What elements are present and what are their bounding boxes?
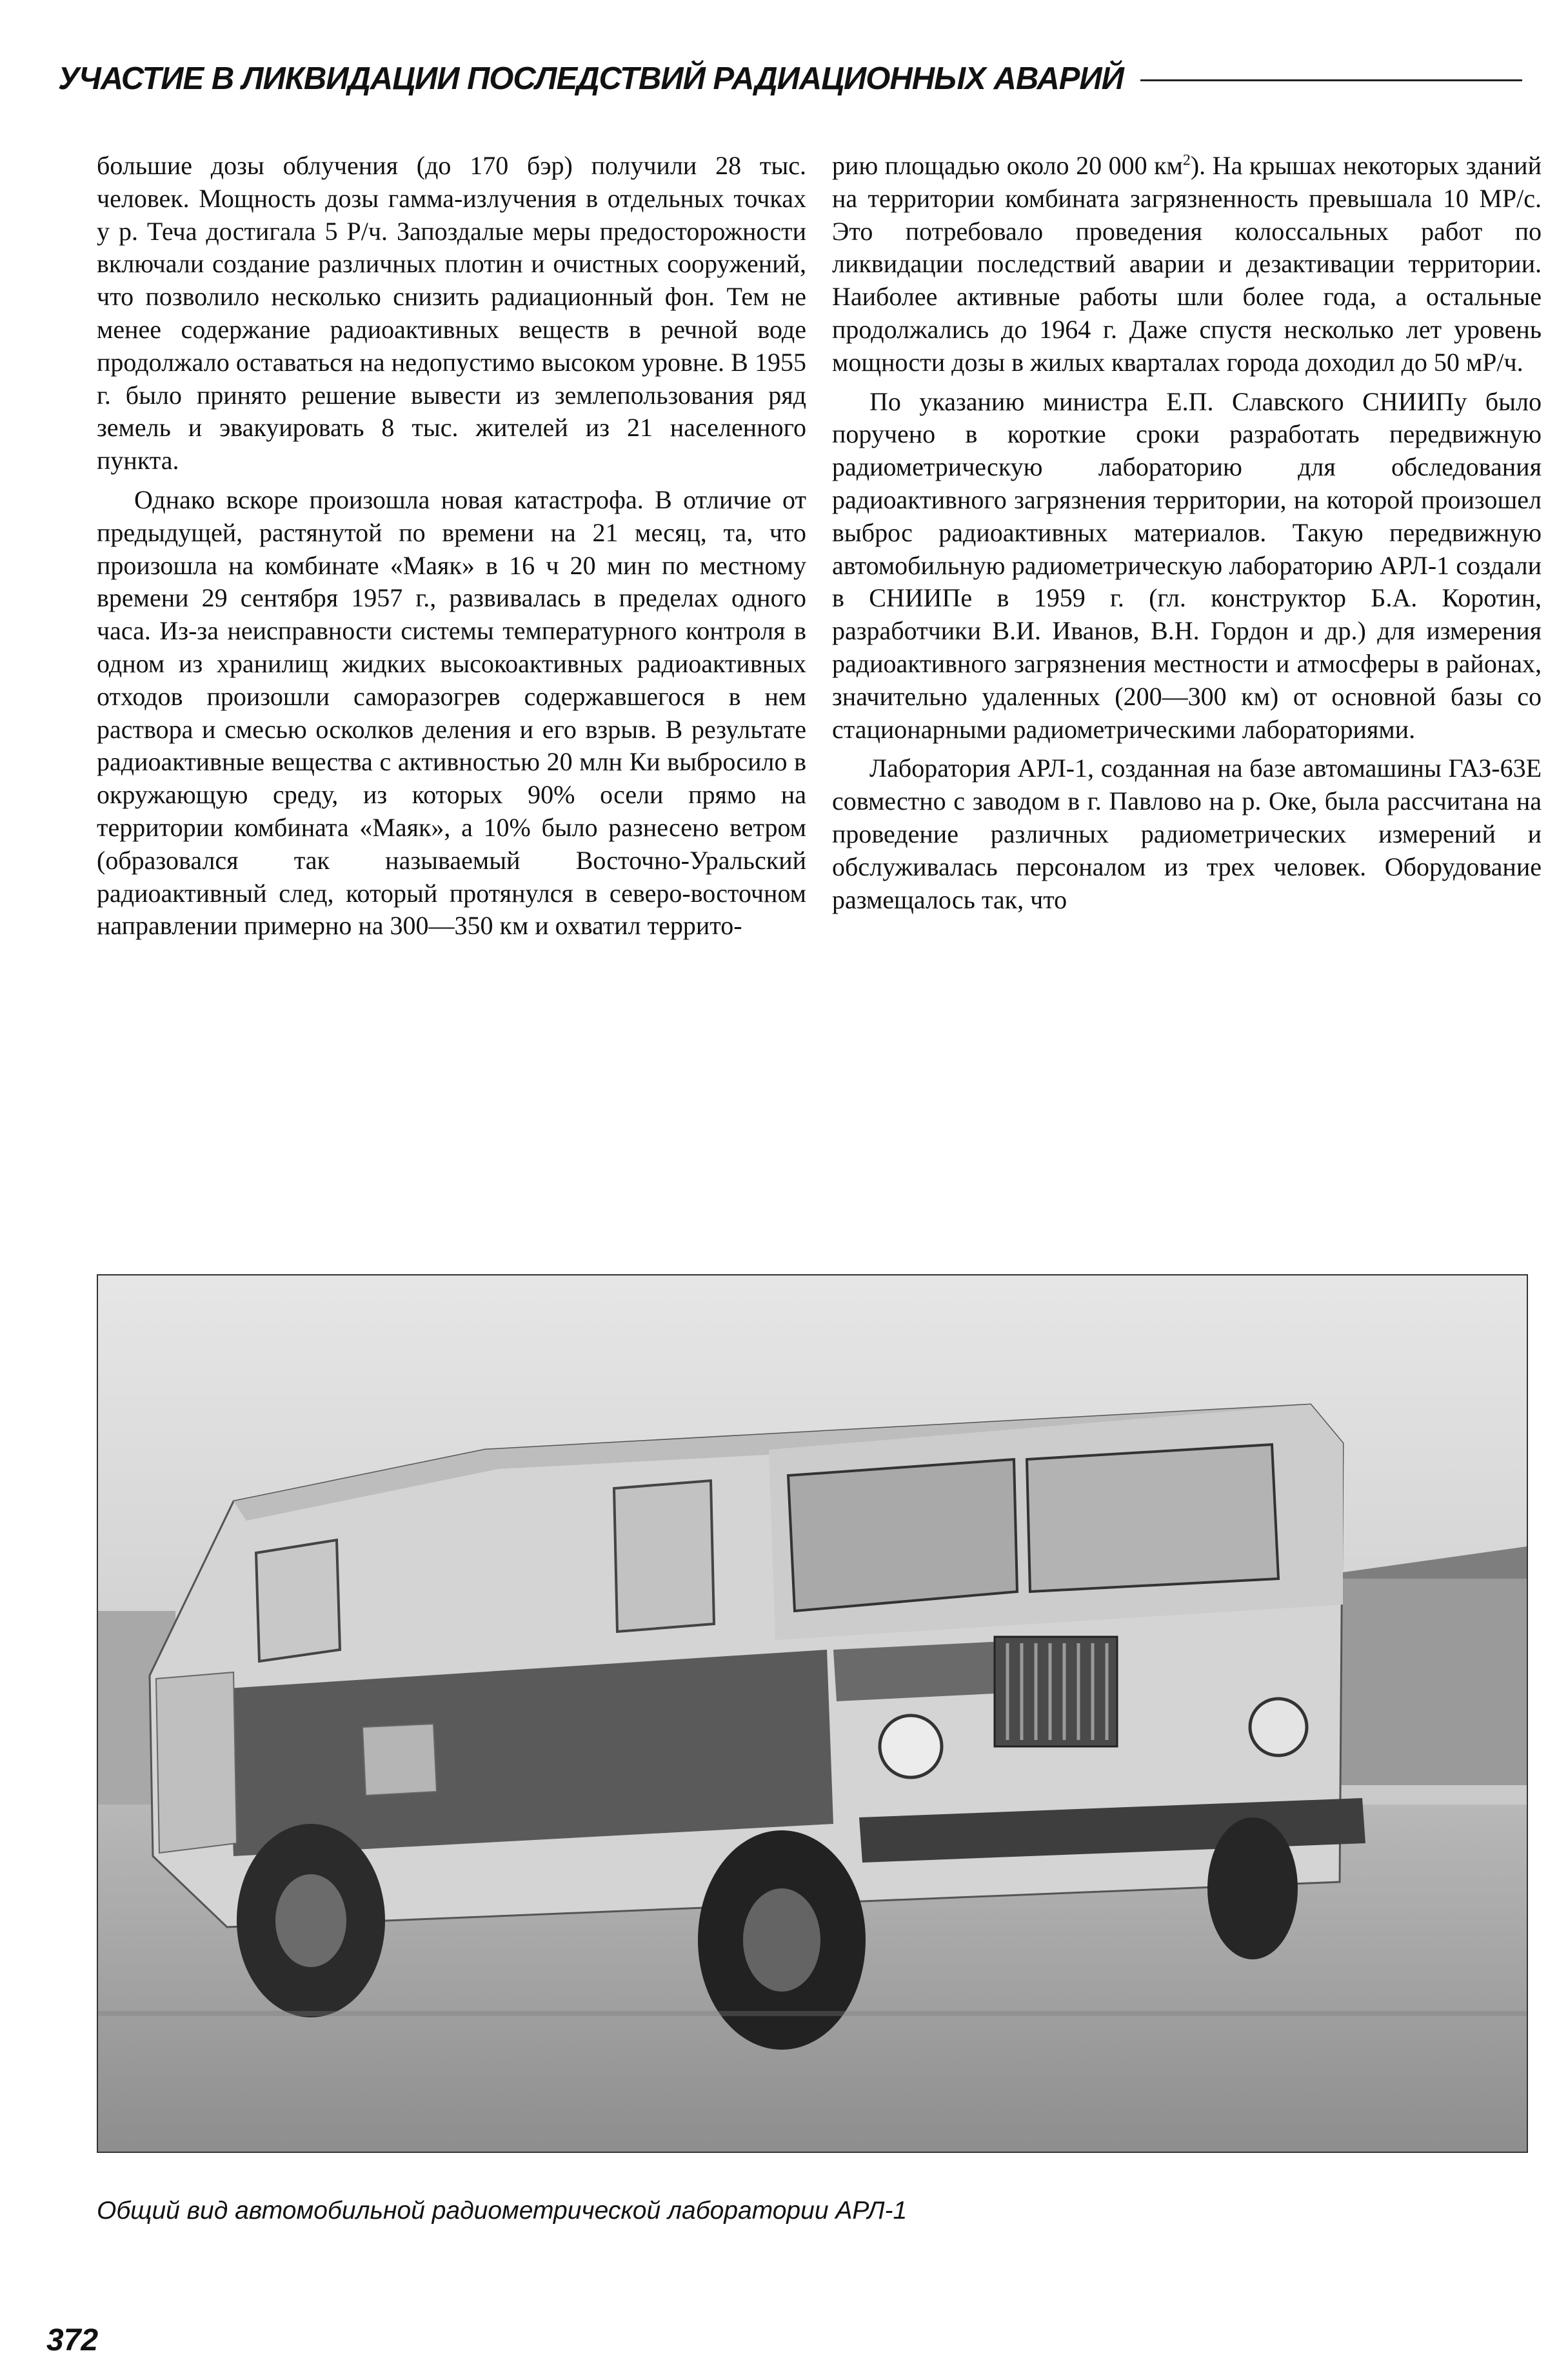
left-column: [97, 150, 806, 943]
left-paragraph-1: большие дозы облучения (до 170 бэр) получили 28 тыс. человек. Мощность дозы гамма-излучения в отдельных точках у р. Теча достигала 5 Р/ч. Запоздалые меры предосторожности включали создание различных плотин и очистных сооружений, что позволило несколько снизить радиационный фон. Тем не менее содержание радиоактивных веществ в речной воде продолжало оставаться на недопустимо высоком уровне. В 1955 г. было принято решение вывести из землепользования ряд земель и эвакуировать 8 тыс. жителей из 21 населенного пункта.: [97, 151, 806, 475]
running-header-title: УЧАСТИЕ В ЛИКВИДАЦИИ ПОСЛЕДСТВИЙ РАДИАЦИОННЫХ АВАРИЙ: [58, 61, 1124, 96]
running-header: [58, 53, 1522, 105]
photo-caption: Общий вид автомобильной радиометрической лаборатории АРЛ-1: [97, 2197, 908, 2225]
windshield-right: [1027, 1445, 1278, 1592]
vehicle-photo: [97, 1274, 1528, 2153]
right-column: [832, 150, 1542, 916]
background-shed: [1311, 1572, 1527, 1785]
side-window-1: [256, 1540, 340, 1661]
superscript-2: 2: [1182, 152, 1191, 169]
front-grille: [995, 1637, 1117, 1746]
header-rule: [1140, 79, 1522, 81]
left-headlight: [880, 1715, 942, 1777]
side-window-2: [614, 1481, 714, 1632]
right-paragraph-1-rest: ). На крышах некоторых зданий на территории комбината загрязненность превышала 10 МР/с. Это потребовало проведения колоссальных работ по ликвидации последствий аварии и дезактивации территории. Наиболее активные работы шли более года, а остальные продолжались до 1964 г. Даже спустя несколько лет уровень мощности дозы в жилых кварталах города доходил до 50 мР/ч.: [832, 151, 1542, 377]
right-paragraph-2: По указанию министра Е.П. Славского СНИИПу было поручено в короткие сроки разработать передвижную радиометрическую лабораторию для обследования радиоактивного загрязнения территории, на которой произошел выброс радиоактивных материалов. Такую передвижную автомобильную радиометрическую лабораторию АРЛ-1 создали в СНИИПе в 1959 г. (гл. конструктор Б.А. Коротин, разработчики В.И. Иванов, В.Н. Гордон и др.) для измерения радиоактивного загрязнения местности и атмосферы в районах, значительно удаленных (200—300 км) от основной базы со стационарными радиометрическими лабораториями.: [832, 386, 1542, 744]
right-paragraph-3: Лаборатория АРЛ-1, созданная на базе автомашины ГАЗ-63Е совместно с заводом в г. Павлово на р. Оке, была рассчитана на проведение различных радиометрических измерений и обслуживалась персоналом из трех человек. Оборудование размещалось так, что: [832, 754, 1542, 914]
right-paragraph-1: [832, 150, 1542, 379]
left-paragraph-2: Однако вскоре произошла новая катастрофа. В отличие от предыдущей, растянутой по времени на 21 месяц, та, что произошла на комбинате «Маяк» в 16 ч 20 мин по местному времени 29 сентября 1957 г., развивалась в пределах одного часа. Из-за неисправности системы температурного контроля в одном из хранилищ жидких высокоактивных радиоактивных отходов произошли саморазогрев содержавшегося в нем раствора и смесью осколков деления и его взрыв. В результате радиоактивные вещества с активностью 20 млн Ки выбросило в окружающую среду, из которых 90% осели прямо на территории комбината «Маяк», а 10% было разнесено ветром (образовался так называемый Восточно-Уральский радиоактивный след, который протянулся в северо-восточном направлении примерно на 300—350 км и охватил террито-: [97, 485, 806, 941]
van-illustration: [98, 1275, 1527, 2152]
windshield-left: [788, 1459, 1017, 1611]
right-paragraph-1-start: рию площадью около 20 000 км: [832, 151, 1183, 180]
right-headlight: [1250, 1699, 1307, 1755]
page-number: 372: [46, 2323, 99, 2357]
